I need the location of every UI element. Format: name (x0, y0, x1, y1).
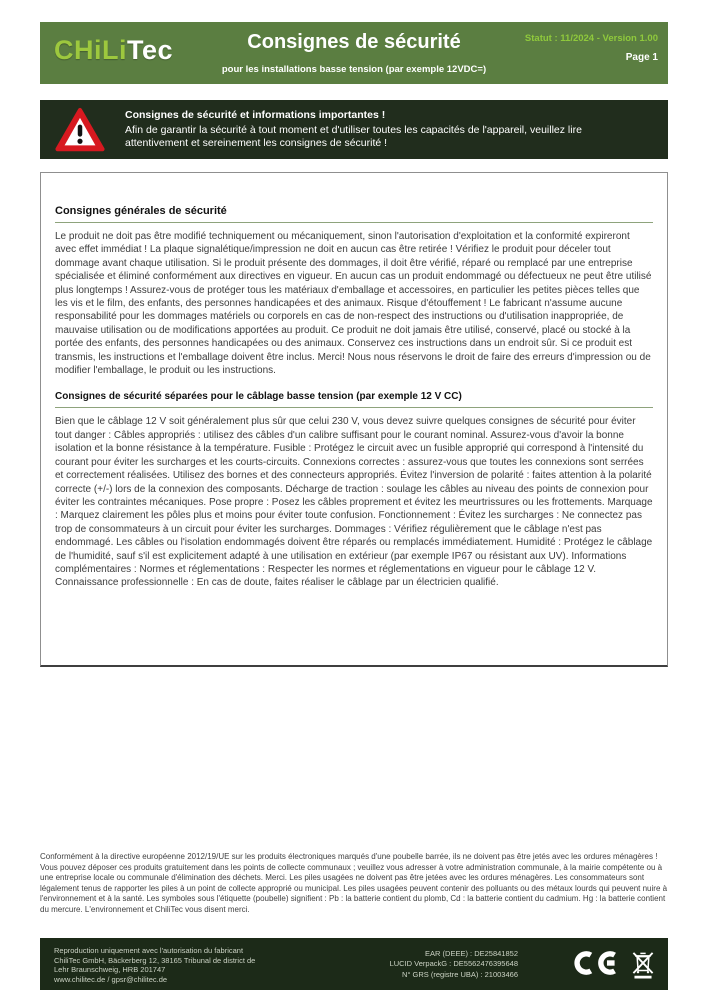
warning-text-block (125, 109, 625, 150)
footer-icons (572, 947, 656, 979)
logo-part-green: CHiLi (54, 35, 127, 65)
warning-title: Consignes de sécurité et informations importantes ! (125, 109, 386, 121)
warning-banner (40, 100, 668, 159)
footer-contact-link[interactable]: www.chilitec.de / gpsr@chilitec.de (54, 974, 168, 984)
disposal-note: Conformément à la directive européenne 2012/19/UE sur les produits électroniques marqués d'une poubelle barrée, ils ne doivent pas être jetés avec les ordures ménagères ! Vous pouvez déposer ces produits gratuitement dans les points de collecte communaux ; veuillez vous adresser à votre administration communale, à la mairie compétente ou à une entreprise locale ou communale d'élimination des déchets. Merci. Les piles usagées ne doivent pas être jetées avec les ordures ménagères. Les consommateurs sont légalement tenus de rapporter les piles à un point de collecte approprié ou municipal. Les piles usagées peuvent contenir des polluants ou des métaux lourds qui peuvent nuire à l'environnement et à la santé. Les symboles sous l'étiquette (poubelle) signifient : Pb : la batterie contient du plomb, Cd : la batterie contient du cadmium. Hg : la batterie contient du mercure. L'environnement et ChiliTec vous disent merci. (40, 852, 668, 914)
footer-registration-block (390, 949, 518, 980)
ce-mark-icon (572, 951, 624, 975)
footer-reproduction-line: Reproduction uniquement avec l'autorisation du fabricant (54, 946, 244, 955)
footer-grs-line: N° GRS (registre UBA) : 21003466 (402, 969, 518, 979)
warning-triangle-icon (55, 107, 105, 153)
footer-bar (40, 938, 668, 990)
section-body-low-voltage: Bien que le câblage 12 V soit généralement plus sûr que celui 230 V, vous devez suivre quelques consignes de sécurité pour éviter tout danger : Câbles appropriés : utilisez des câbles d'un calibre suffisant pour le courant nominal. Assurez-vous d'avoir la bonne isolation et la bonne résistance à la température. Fusible : Protégez le circuit avec un fusible approprié qui correspond à l'intensité du courant pour éviter les surcharges et les courts-circuits. Connexions correctes : assurez-vous que toutes les connexions sont serrées et correctement réalisées. Utilisez des bornes et des connecteurs appropriés. Évitez l'inversion de polarité : faites attention à la polarité correcte (+/-) lors de la connexion des composants. Décharge de traction : soulage les câbles au niveau des points de connexion pour éviter les contraintes mécaniques. Pose propre : Posez les câbles proprement et évitez les meurtrissures ou les frottements. Marquage : Marquez clairement les pôles plus et moins pour éviter toute confusion. Fonctionnement : Évitez les surcharges : Ne connectez pas trop de consommateurs à un circuit pour éviter les surcharges. Dommages : Vérifiez régulièrement que le câblage n'est pas endommagé. Les câbles ou l'isolation endommagés doivent être réparés ou remplacés immédiatement. Humidité : Protégez le câblage de l'humidité, sauf s'il est explicitement adapté à une utilisation en extérieur (par exemple IP67 ou résistant aux UV). Informations complémentaires : Normes et réglementations : Respecter les normes et réglementations en vigueur pour le câblage 12 V. Connaissance professionnelle : En cas de doute, faites réaliser le câblage par un électricien qualifié. (55, 416, 653, 589)
status-version: Statut : 11/2024 - Version 1.00 (524, 33, 658, 44)
warning-body: Afin de garantir la sécurité à tout moment et d'utiliser toutes les capacités de l'appareil, veuillez lire attentivement et sereinement les consignes de sécurité ! (125, 124, 582, 149)
footer-ear-line: EAR (DEEE) : DE25841852 (425, 949, 518, 958)
header-status-block (525, 33, 658, 63)
page-title: Consignes de sécurité (247, 31, 461, 53)
page-number: Page 1 (625, 52, 658, 63)
footer-register-line: Lehr Braunschweig, HRB 201747 (54, 965, 166, 975)
safety-content-box (40, 172, 668, 667)
section-gap (55, 377, 653, 391)
header-bar (40, 22, 668, 84)
section-heading-general: Consignes générales de sécurité (55, 205, 653, 223)
section-heading-low-voltage: Consignes de sécurité séparées pour le câblage basse tension (par exemple 12 V CC) (55, 391, 653, 408)
footer-lucid-line: LUCID VerpackG : DE5562476395648 (389, 959, 518, 969)
weee-crossed-bin-icon (630, 947, 656, 979)
footer-company-block (54, 946, 255, 984)
logo-part-white: Tec (127, 35, 174, 65)
page-subtitle: pour les installations basse tension (par exemple 12VDC=) (221, 64, 487, 75)
section-body-general: Le produit ne doit pas être modifié techniquement ou mécaniquement, sinon l'autorisation d'exploitation et la conformité expireront avec effet immédiat ! La plaque signalétique/impression ne doit en aucun cas être retirée ! Vérifiez le produit pour déceler tout dommage avant chaque utilisation. Si le produit présente des dommages, il doit être vérifié, réparé ou remplacé par une entreprise spécialisée et éliminé conformément aux directives en vigueur. En aucun cas un produit endommagé ou défectueux ne peut être utilisé plus longtemps ! Assurez-vous de protéger tous les matériaux d'emballage et accessoires, en particulier les petites pièces telles que les vis et le film, des enfants, des personnes handicapées et des animaux. Risque d'étouffement ! Le fabricant n'assume aucune responsabilité pour les dommages matériels ou corporels en cas de non-respect des instructions ou d'utilisation inappropriée, de mauvaise utilisation ou de modifications apportées au produit. Ce produit ne doit jamais être utilisé, conservé, placé ou stocké à la portée des enfants, des personnes handicapées ou des animaux. Conservez ces instructions dans un endroit sûr. Si ce produit est transmis, les instructions et l'emballage doivent être inclus. Merci! Nous nous réservons le droit de faire des erreurs d'impression ou de modifier l'emballage, le produit ou les instructions. (55, 231, 652, 377)
footer-company-line: ChiliTec GmbH, Bäckerberg 12, 38165 Tribunal de district de (54, 955, 256, 965)
